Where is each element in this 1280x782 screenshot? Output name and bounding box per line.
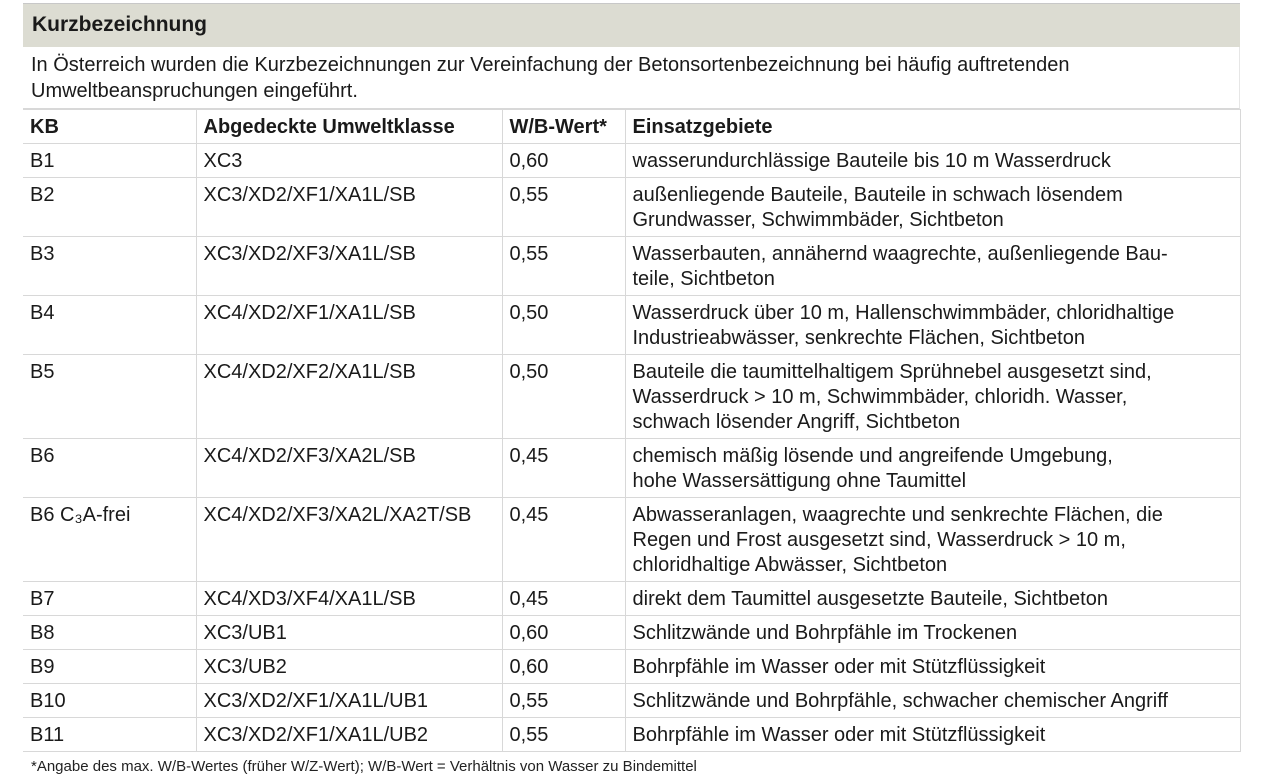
table-row bbox=[23, 178, 1240, 237]
cell-einsatzgebiete: Bauteile die taumittelhaltigem Sprühnebel ausgesetzt sind, Wasserdruck > 10 m, Schwimmbäder, chloridh. Wasser, schwach lösender Angriff, Sichtbeton bbox=[625, 355, 1240, 439]
cell-umweltklasse: XC3/XD2/XF1/XA1L/UB1 bbox=[196, 684, 502, 718]
table-row bbox=[23, 616, 1240, 650]
cell-umweltklasse: XC4/XD2/XF1/XA1L/SB bbox=[196, 296, 502, 355]
header-umweltklasse: Abgedeckte Umweltklasse bbox=[196, 110, 502, 144]
table-row bbox=[23, 718, 1240, 752]
cell-wb-wert: 0,60 bbox=[502, 616, 625, 650]
document-sheet bbox=[23, 0, 1240, 782]
cell-kb: B4 bbox=[23, 296, 196, 355]
table-row bbox=[23, 439, 1240, 498]
table-row bbox=[23, 684, 1240, 718]
table-row bbox=[23, 650, 1240, 684]
intro-paragraph: In Österreich wurden die Kurzbezeichnungen zur Vereinfachung der Betonsortenbezeichnung bei häufig auftretenden Umweltbeanspruchungen eingeführt. bbox=[23, 47, 1240, 109]
table-header-row bbox=[23, 110, 1240, 144]
table-row bbox=[23, 355, 1240, 439]
cell-einsatzgebiete: Schlitzwände und Bohrpfähle, schwacher chemischer Angriff bbox=[625, 684, 1240, 718]
cell-wb-wert: 0,55 bbox=[502, 718, 625, 752]
cell-kb: B10 bbox=[23, 684, 196, 718]
cell-umweltklasse: XC3 bbox=[196, 144, 502, 178]
cell-umweltklasse: XC3/UB2 bbox=[196, 650, 502, 684]
cell-umweltklasse: XC4/XD2/XF3/XA2L/XA2T/SB bbox=[196, 498, 502, 582]
cell-kb: B5 bbox=[23, 355, 196, 439]
cell-einsatzgebiete: direkt dem Taumittel ausgesetzte Bauteile, Sichtbeton bbox=[625, 582, 1240, 616]
footnote: *Angabe des max. W/B-Wertes (früher W/Z-Wert); W/B-Wert = Verhältnis von Wasser zu Bindemittel bbox=[31, 758, 697, 775]
cell-einsatzgebiete: Bohrpfähle im Wasser oder mit Stützflüssigkeit bbox=[625, 650, 1240, 684]
cell-wb-wert: 0,45 bbox=[502, 439, 625, 498]
cell-umweltklasse: XC3/XD2/XF1/XA1L/SB bbox=[196, 178, 502, 237]
table-row bbox=[23, 582, 1240, 616]
cell-kb: B2 bbox=[23, 178, 196, 237]
table-row bbox=[23, 237, 1240, 296]
cell-wb-wert: 0,55 bbox=[502, 178, 625, 237]
cell-wb-wert: 0,50 bbox=[502, 296, 625, 355]
cell-kb: B7 bbox=[23, 582, 196, 616]
cell-kb: B6 bbox=[23, 439, 196, 498]
cell-umweltklasse: XC3/XD2/XF3/XA1L/SB bbox=[196, 237, 502, 296]
cell-umweltklasse: XC3/UB1 bbox=[196, 616, 502, 650]
cell-umweltklasse: XC3/XD2/XF1/XA1L/UB2 bbox=[196, 718, 502, 752]
cell-kb: B1 bbox=[23, 144, 196, 178]
cell-einsatzgebiete: chemisch mäßig lösende und angreifende Umgebung, hohe Wassersättigung ohne Taumittel bbox=[625, 439, 1240, 498]
cell-kb: B11 bbox=[23, 718, 196, 752]
cell-kb: B6 C₃A-frei bbox=[23, 498, 196, 582]
header-einsatzgebiete: Einsatzgebiete bbox=[625, 110, 1240, 144]
cell-einsatzgebiete: Wasserdruck über 10 m, Hallenschwimmbäder, chloridhaltige Industrieabwässer, senkrechte Flächen, Sichtbeton bbox=[625, 296, 1240, 355]
cell-einsatzgebiete: Schlitzwände und Bohrpfähle im Trockenen bbox=[625, 616, 1240, 650]
cell-einsatzgebiete: Bohrpfähle im Wasser oder mit Stützflüssigkeit bbox=[625, 718, 1240, 752]
header-kb: KB bbox=[23, 110, 196, 144]
cell-wb-wert: 0,50 bbox=[502, 355, 625, 439]
cell-umweltklasse: XC4/XD3/XF4/XA1L/SB bbox=[196, 582, 502, 616]
cell-kb: B9 bbox=[23, 650, 196, 684]
cell-wb-wert: 0,45 bbox=[502, 582, 625, 616]
table-row bbox=[23, 498, 1240, 582]
cell-wb-wert: 0,45 bbox=[502, 498, 625, 582]
cell-umweltklasse: XC4/XD2/XF3/XA2L/SB bbox=[196, 439, 502, 498]
cell-einsatzgebiete: außenliegende Bauteile, Bauteile in schwach lösendem Grundwasser, Schwimmbäder, Sichtbeton bbox=[625, 178, 1240, 237]
cell-einsatzgebiete: Abwasseranlagen, waagrechte und senkrechte Flächen, die Regen und Frost ausgesetzt sind, Wasserdruck > 10 m, chloridhaltige Abwässer, Sichtbeton bbox=[625, 498, 1240, 582]
cell-einsatzgebiete: wasserundurchlässige Bauteile bis 10 m Wasserdruck bbox=[625, 144, 1240, 178]
table-row bbox=[23, 144, 1240, 178]
cell-wb-wert: 0,60 bbox=[502, 144, 625, 178]
table-row bbox=[23, 296, 1240, 355]
section-title: Kurzbezeichnung bbox=[23, 3, 1240, 47]
cell-kb: B3 bbox=[23, 237, 196, 296]
cell-wb-wert: 0,55 bbox=[502, 237, 625, 296]
kurzbezeichnung-table bbox=[23, 109, 1241, 752]
cell-wb-wert: 0,60 bbox=[502, 650, 625, 684]
cell-kb: B8 bbox=[23, 616, 196, 650]
cell-umweltklasse: XC4/XD2/XF2/XA1L/SB bbox=[196, 355, 502, 439]
cell-wb-wert: 0,55 bbox=[502, 684, 625, 718]
header-wb-wert: W/B-Wert* bbox=[502, 110, 625, 144]
cell-einsatzgebiete: Wasserbauten, annähernd waagrechte, außenliegende Bau- teile, Sichtbeton bbox=[625, 237, 1240, 296]
